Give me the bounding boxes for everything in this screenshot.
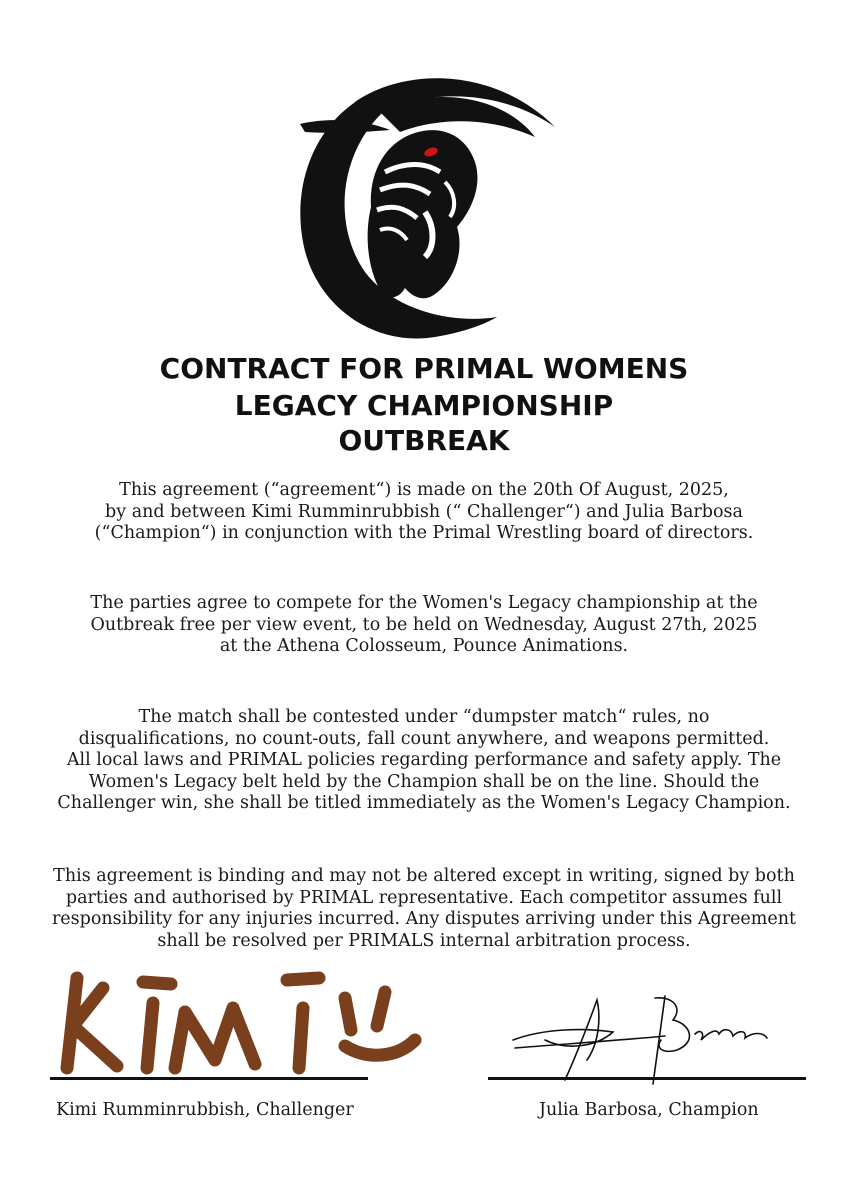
event-details-paragraph (14, 593, 834, 658)
agreement-intro-paragraph (14, 480, 834, 545)
paragraph-line: responsibility for any injuries incurred. Any disputes arriving under this Agreement (51, 909, 797, 930)
paragraph-line: Women's Legacy belt held by the Champion shall be on the line. Should the (88, 771, 760, 792)
paragraph-line: All local laws and PRIMAL policies regarding performance and safety apply. The (66, 750, 782, 771)
paragraph-line: disqualifications, no count-outs, fall count anywhere, and weapons permitted. (78, 728, 770, 749)
challenger-name: Kimi Rumminrubbish, Challenger (56, 1100, 354, 1120)
challenger-signature (55, 968, 455, 1088)
paragraph-line: The match shall be contested under “dumpster match“ rules, no (138, 707, 710, 727)
logo-tiger-head (368, 130, 478, 298)
logo-mane-3 (300, 120, 390, 133)
paragraph-line: parties and authorised by PRIMAL representative. Each competitor assumes full (65, 887, 783, 908)
contract-title-line-3: OUTBREAK (338, 424, 510, 457)
paragraph-line: shall be resolved per PRIMALS internal arbitration process. (157, 930, 691, 951)
paragraph-line: Challenger win, she shall be titled immediately as the Women's Legacy Champion. (57, 793, 791, 814)
champion-name: Julia Barbosa, Champion (539, 1100, 759, 1120)
paragraph-line: The parties agree to compete for the Women's Legacy championship at the (90, 593, 758, 613)
paragraph-line: Outbreak free per view event, to be held on Wednesday, August 27th, 2025 (90, 614, 758, 635)
paragraph-line: at the Athena Colosseum, Pounce Animations. (219, 636, 629, 657)
match-rules-paragraph (14, 707, 834, 815)
contract-title-line-1: CONTRACT FOR PRIMAL WOMENS (159, 352, 689, 385)
paragraph-line: (“Champion“) in conjunction with the Primal Wrestling board of directors. (94, 523, 754, 544)
champion-signature-line (488, 1077, 806, 1080)
champion-signature (505, 988, 805, 1088)
contract-title-line-2: LEGACY CHAMPIONSHIP (234, 389, 614, 422)
paragraph-line: This agreement (“agreement“) is made on the 20th Of August, 2025, (119, 480, 729, 500)
paragraph-line: by and between Kimi Rumminrubbish (“ Challenger“) and Julia Barbosa (105, 501, 743, 522)
challenger-signature-line (50, 1077, 368, 1080)
paragraph-line: This agreement is binding and may not be altered except in writing, signed by both (53, 866, 795, 886)
primal-tiger-logo (285, 62, 565, 352)
binding-terms-paragraph (14, 866, 834, 952)
